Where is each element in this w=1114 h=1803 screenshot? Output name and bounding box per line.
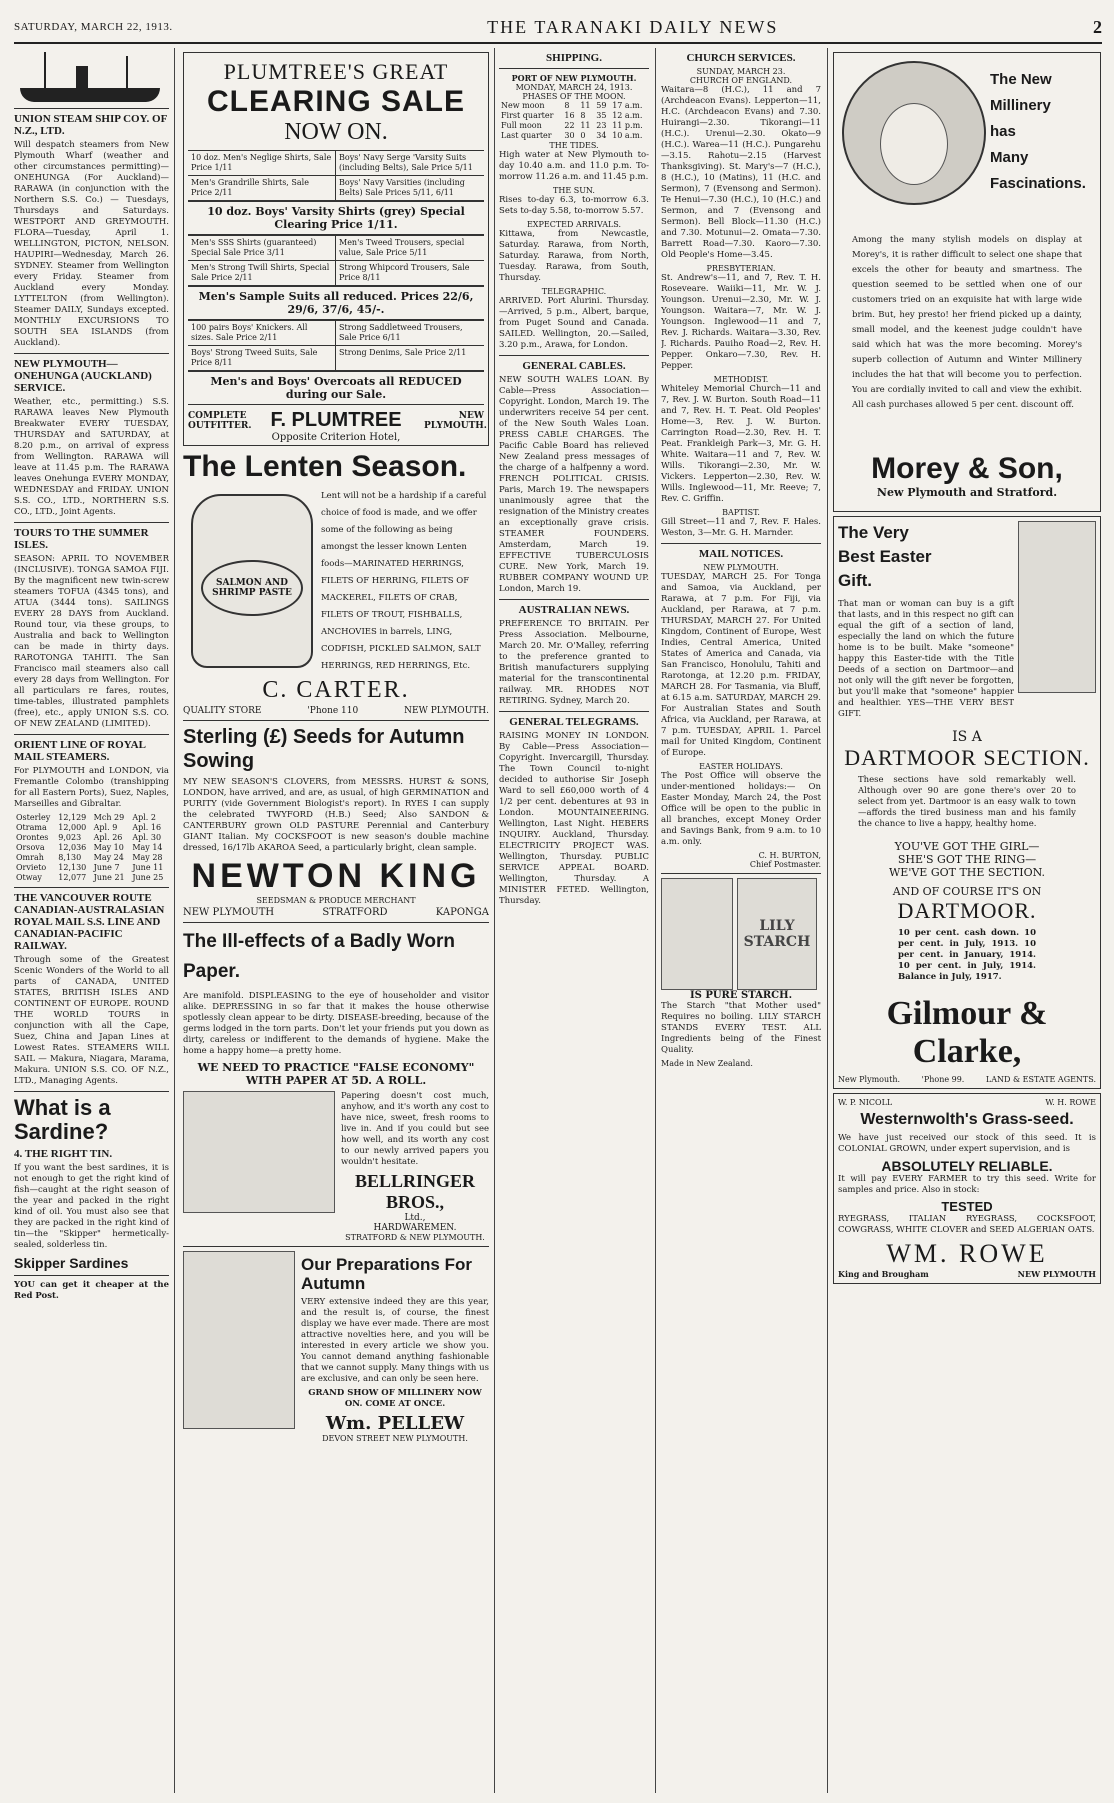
orient-row [14,853,169,863]
newton-town: STRATFORD [322,907,388,918]
millinery-line: has [990,123,1016,140]
payment-terms: 10 per cent. cash down. 10 per cent. in July, 1913. 10 per cent. in January, 1914. 10 per cent. in July, 1914. Balance in July, 1917. [898,928,1036,982]
orient-cell: May 14 [132,843,163,852]
pellew-address: DEVON STREET NEW PLYMOUTH. [322,1434,468,1443]
gilmour-town: New Plymouth. [838,1075,901,1084]
methodist-heading: METHODIST. [713,375,769,384]
grand-show: GRAND SHOW OF MILLINERY NOW ON. COME AT ONCE. [308,1388,482,1409]
arrivals-heading: EXPECTED ARRIVALS. [526,220,622,229]
carter-town: NEW PLYMOUTH. [404,706,489,716]
orient-row [14,863,169,873]
gilmour-clarke: Gilmour & Clarke, [886,995,1048,1070]
soldier-illustration [1018,521,1096,693]
canadian-title: THE VANCOUVER ROUTE CANADIAN-AUSTRALASIAN ROYAL MAIL S.S. LINE AND CANADIAN-PACIFIC RAILWAY. [14,892,165,952]
price-cell: Men's Tweed Trousers, special value, Sale Price 5/11 [336,236,484,261]
dartmoor-section-title: DARTMOOR SECTION. [844,745,1090,770]
lenten-body: Lent will not be a hardship if a careful choice of food is made, and we offer some of the following as being amongst the lesser known Lenten foods—MARINATED HERRINGS, FILETS OF HERRING, FILETS OF MACKEREL, FILETS OF CRAB, FILETS OF TROUT, FISHBALLS, ANCHOVIES in barrels, LING, CODFISH, PICKLED SALMON, SALT HERRINGS, RED HERRINGS, Etc. [321,491,487,671]
easter-body: The Post Office will observe the under-mentioned holidays:— On Easter Monday, March 24, the Post Office will be open to the public in all branches, except Money Order and Savings Bank, from 9 a.m. to 10 a.m. only. [661,771,821,847]
moon-row [499,111,649,121]
preparations-title: Our Preparations For Autumn [301,1255,472,1293]
ill-effects-body: Are manifold. DISPLEASING to the eye of householder and visitor alike. DEPRESSING in so far that it makes the house otherwise spotlessly clean appear to be dirty. DISEASE-breeding, because of the germs lodged in the torn parts. Don't let your friends put you down as dirty, careless or indifferent to the demands of hygiene. Make the home a happy home—a pretty home. [183,991,489,1056]
moon-cell: 8 [564,101,570,110]
moon-cell: 35 [596,111,607,120]
union-body: Will despatch steamers from New Plymouth Wharf (weather and other circumstances permitting)— ONEHUNGA (For Auckland)— RARAWA (in conjunction with the Northern S.S. Co.) — Tuesdays, Thursdays and Saturdays. WESTPORT AND GREYMOUTH. FLORA—Tuesday, April 1. WELLINGTON, PICTON, NELSON. HAUPIRI—Wednesday, March 26. SYDNEY. Steamer from Wellington every Friday. Steamer from Auckland every Monday. LYTTELTON (from Wellington). Steamer DAILY, Sundays excepted. MONTHLY EXCURSIONS TO SOUTH SEA ISLANDS (from Auckland). [14,140,169,348]
orient-cell: Apl. 30 [132,833,162,842]
orient-cell: Orsova [16,843,45,852]
telegrams-heading: GENERAL TELEGRAMS. [509,716,639,728]
grass-body-2: It will pay EVERY FARMER to try this seed. Write for samples and price. Also in stock: [838,1174,1096,1195]
cables-heading: GENERAL CABLES. [522,360,626,372]
special-offer: 10 doz. Boys' Varsity Shirts (grey) Special Clearing Price 1/11. [188,201,484,235]
moon-table [499,101,649,141]
paper-body: Papering doesn't cost much, anyhow, and it's worth any cost to have nice, sweet, fresh rooms to live in. And if you could but see how well, and its worth any cost to our newly arrived papers you wouldn't hesitate. [341,1091,489,1167]
tested: TESTED [941,1199,993,1214]
orient-cell: May 10 [93,843,124,852]
f-plumtree: F. PLUMTREE [270,409,402,431]
moon-cell: 17 a.m. [612,101,643,110]
methodist-body: Whiteley Memorial Church—11 and 7, Rev. J. W. Burton. South Road—11 and 7, Rev. H. T. Peat. Old Peoples' Home—3, Rev. J. W. Burton. Carrington Road—2.30, Rev. H. T. Peat. Frankleigh Park—3, Mr. G. H. White. Waitara—11 and 7, Rev. W. Wills. Tikorangi—2.30, Mr. W. Vickers. Lepperton—2.30, Rev. W. Wills. Inglewood—11, Mr. Reeve; 7, Rev. C. Griffin. [661,384,821,504]
tides-heading: THE TIDES. [549,141,599,150]
moon-cell: First quarter [501,111,554,120]
easter-gift-line: The Very [838,523,909,542]
hardwaremen: HARDWAREMEN. [373,1223,457,1233]
sample-suits: Men's Sample Suits all reduced. Prices 22/6, 29/6, 37/6, 45/-. [188,286,484,320]
price-grid-3 [188,320,484,371]
moon-cell: Last quarter [501,131,552,140]
rowe-ad [833,1093,1101,1284]
ill-effects-title: The Ill-effects of a Badly Worn Paper. [183,931,456,982]
canadian-body: Through some of the Greatest Scenic Wonders of the World to all parts of CANADA, UNITED STATES, BRITISH ISLES AND CONTINENT OF EUROPE. ROUND THE WORLD TOURS in conjunction with all the Cape, Suez, China and Japan Lines at Lowest Rates. STEAMERS WILL SAIL — Makura, Niagara, Marama, Makura. UNION S.S. CO. OF N.Z., LTD., Managing Agents. [14,955,169,1086]
moon-cell: 22 [564,121,575,130]
sterling-body: MY NEW SEASON'S CLOVERS, from MESSRS. HURST & SONS, LONDON, have arrived, and are, as usual, of high GERMINATION and PURITY (vide Government Biologist's report). In RYES I can supply the celebrated TWYFORD (H.B.) Seed; Also SANDON & CANTERBURY grown OLD PASTURE Perennial and Canterbury GIANT Italian. My COCKSFOOT is new season's double machine dressed, 16/17lb AKAROA Seed, a particularly bright, clean sample. [183,777,489,853]
gilmour-phone: 'Phone 99. [921,1075,965,1084]
is-a: IS A [952,729,982,745]
price-cell: Men's Grandrille Shirts, Sale Price 2/11 [188,176,336,201]
moon-cell: 11 p.m. [612,121,643,130]
red-post-footer: YOU can get it cheaper at the Red Post. [14,1280,169,1301]
millinery-line: Millinery [990,97,1051,114]
sun-heading: THE SUN. [553,186,595,195]
issue-date: SATURDAY, MARCH 22, 1913. [14,21,173,33]
price-cell: Boys' Strong Tweed Suits, Sale Price 8/11 [188,346,336,371]
orient-body: For PLYMOUTH and LONDON, via Fremantle Colombo (transhipping for all Eastern Ports), Suez, Naples, Marseilles and Gibraltar. [14,766,169,809]
millinery-lady-illustration [183,1251,295,1429]
column-news-1 [499,48,649,1793]
monday-date: MONDAY, MARCH 24, 1913. [515,83,633,92]
cables-body: NEW SOUTH WALES LOAN. By Cable—Press Association—Copyright. London, March 19. The underwriters receive 54 per cent. of the New South Wales Loan. PRESS CABLE CHARGES. The Pacific Cable Board has relieved New Zealand press messages of the charge of a halfpenny a word. FRENCH POLITICAL CRISIS. Paris, March 19. The newspapers unanimously agree that the resignation of the Ministry creates an exceptionally grave crisis. STEAMER FOUNDERS. Amsterdam, March 19. EFFECTIVE TUBERCULOSIS CURE. New York, March 19. RUBBER COMPANY WOUND UP. London, March 19. [499,375,649,594]
telegrams-body: RAISING MONEY IN LONDON. By Cable—Press Association—Copyright. Invercargill, Thursday. The Town Council to-night decided to authorise Sir Joseph Ward to sell £60,000 worth of 4 1/2 per cent. debentures at 93 in London. MOUNTAINEERING. Wellington, Last Night. HEBERS INQUIRY. Auckland, Thursday. ELECTRICITY PROJECT WAS. Wellington, Thursday. PUBLIC SERVICE APPEAL BOARD. Wellington, Thursday. A MINISTER FETED. Wellington, Thursday. [499,731,649,906]
mail-town: NEW PLYMOUTH. [703,563,779,572]
ring-line: SHE'S GOT THE RING— [897,853,1037,866]
orient-cell: Apl. 16 [132,823,162,832]
orient-cell: 12,036 [58,843,87,852]
clearing-sale-title: CLEARING SALE [206,85,465,118]
pure-starch: IS PURE STARCH. [689,990,793,1001]
grass-body: We have just received our stock of this seed. It is COLONIAL GROWN, under expert supervision, and is [838,1133,1096,1154]
orient-cell: June 11 [132,863,164,872]
wallpaper-hanging-illustration [183,1091,335,1213]
sterling-title: Sterling (£) Seeds for Autumn Sowing [183,726,465,772]
page-number: 2 [1092,16,1102,37]
sardine-subtitle: 4. THE RIGHT TIN. [14,1148,113,1160]
price-cell: Boys' Navy Serge 'Varsity Suits (including Belts), Sale Price 5/11 [336,151,484,176]
tours-body: SEASON: APRIL TO NOVEMBER (INCLUSIVE). TONGA SAMOA FIJI. By the magnificent new twin-screw steamers TOFUA (4345 tons), and ATUA (3444 tons). SAILINGS EVERY 28 DAYS from Auckland. Round tour, via these groups, to Australia and back to Wellington can be made in thirty days. RAROTONGA TAHITI. The San Francisco mail steamers also call every 28 days from Wellington. For all particulars re fares, routes, time-tables, illustrated pamphlets (free), etc., apply UNION S.S. CO. OF NEW ZEALAND (LIMITED). [14,554,169,729]
lily-body: The Starch "that Mother used" Requires no boiling. LILY STARCH STANDS EVERY TEST. ALL Ingredients being of the Finest Quality. [661,1001,821,1055]
moon-cell: 11 [580,121,591,130]
column-news-2 [661,48,821,1793]
orient-cell: Otway [16,873,42,882]
moon-cell: 34 [596,131,607,140]
phases-heading: PHASES OF THE MOON. [522,92,626,101]
seedsman: SEEDSMAN & PRODUCE MERCHANT [256,896,416,905]
port-heading: PORT OF NEW PLYMOUTH. [511,73,637,83]
presbyterian-heading: PRESBYTERIAN. [706,264,776,273]
orient-cell: 12,130 [58,863,87,872]
onehunga-title: NEW PLYMOUTH—ONEHUNGA (AUCKLAND) SERVICE. [14,358,152,394]
union-title: UNION STEAM SHIP COY. OF N.Z., LTD. [14,113,167,137]
morey-ad [833,52,1101,512]
baptist-heading: BAPTIST. [722,508,760,517]
england-heading: CHURCH OF ENGLAND. [689,76,793,85]
orient-title: ORIENT LINE OF ROYAL MAIL STEAMERS. [14,739,146,763]
orient-cell: Omrah [16,853,44,862]
orient-cell: June 25 [132,873,164,882]
rowe-town: NEW PLYMOUTH [1017,1269,1096,1279]
rowe-address: King and Brougham [838,1269,929,1279]
price-cell: Strong Denims, Sale Price 2/11 [336,346,484,371]
newton-king: NEWTON KING [191,857,481,895]
newspaper-title: THE TARANAKI DAILY NEWS [487,16,779,37]
australian-heading: AUSTRALIAN NEWS. [518,604,630,616]
moon-row [499,101,649,111]
orient-cell: May 28 [132,853,163,862]
orient-cell: Apl. 2 [132,813,156,822]
moon-row [499,121,649,131]
orient-cell: 8,130 [58,853,82,862]
telegraphic-body: ARRIVED. Port Alurini. Thursday.—Arrived, 5 p.m., Albert, barque, from Puget Sound and Canada. SAILED. Wellington, 20.—Sailed, 3.20 p.m., Arawa, for London. [499,296,649,350]
price-cell: 100 pairs Boys' Knickers. All sizes. Sale Price 2/11 [188,321,336,346]
orient-cell: Otrama [16,823,47,832]
easter-heading: EASTER HOLIDAYS. [699,762,783,771]
orient-cell: Orvieto [16,863,47,872]
easter-gift-line: Best Easter [838,547,932,566]
moon-cell: New moon [501,101,545,110]
newton-town: NEW PLYMOUTH [183,907,275,918]
millinery-line: Many [990,149,1029,166]
baptist-body: Gill Street—11 and 7, Rev. F. Hales. Weston, 3—Mr. G. H. Marnder. [661,517,821,538]
starch-lady-illustration [661,878,733,990]
arrivals-body: Kittawa, from Newcastle, Saturday. Rarawa, from North, Saturday. Rarawa, from North, Tuesday. Rarawa, from South, Thursday. [499,229,649,283]
gilmour-agents: LAND & ESTATE AGENTS. [985,1075,1096,1084]
sun-body: Rises to-day 6.3, to-morrow 6.3. Sets to-day 5.58, to-morrow 5.57. [499,195,649,216]
column-right-ads [833,48,1101,1793]
column-rule [494,48,495,1793]
telegraphic-heading: TELEGRAPHIC. [541,287,607,296]
millinery-line: Fascinations. [990,175,1086,192]
pellew-name: Wm. PELLEW [325,1413,465,1434]
plumtree-title: PLUMTREE'S GREAT [223,59,449,84]
sardine-body: If you want the best sardines, it is not enough to get the right kind of fish—caught at the right season of the year and packed in the right kind of oil. You must also see that they are packed in the right kind of tin—the "Skipper" hermetically-sealed, solderless tin. [14,1163,169,1250]
steamship-illustration [14,48,169,109]
moon-cell: 59 [596,101,607,110]
moon-cell: 30 [564,131,575,140]
opposite-criterion: Opposite Criterion Hotel, [271,432,401,443]
moon-cell: 23 [596,121,607,130]
plumtree-town: NEW PLYMOUTH. [424,410,487,431]
price-grid-2 [188,235,484,286]
course-line: AND OF COURSE IT'S ON [892,885,1042,898]
price-cell: Men's Strong Twill Shirts, Special Sale Price 2/11 [188,261,336,286]
orient-cell: Mch 29 [93,813,125,822]
australian-body: PREFERENCE TO BRITAIN. Per Press Association. Melbourne, March 20. Mr. O'Malley, referring to the preference granted to British manufacturers supplying material for the transcontinental railway. MR. RHODES NOT RETIRING. Sydney, March 20. [499,619,649,706]
postmaster-name: C. H. BURTON, [758,851,821,860]
false-economy: WE NEED TO PRACTICE "FALSE ECONOMY" WITH PAPER AT 5D. A ROLL. [197,1061,475,1087]
complete-outfitter: COMPLETE OUTFITTER. [188,410,252,431]
moon-cell: 11 [580,101,591,110]
lenten-title: The Lenten Season. [183,450,467,483]
mail-body: TUESDAY, MARCH 25. For Tonga and Samoa, via Auckland, per Rarawa, at 7 p.m. For Fiji, via Auckland, per Rarawa, at 7 p.m. THURSDAY, MARCH 27. For United Kingdom, Continent of Europe, West Indies, Central America, United States of America and Canada, via San Francisco, Honolulu, Tahiti and Rarotonga, at 12.20 p.m. FRIDAY, MARCH 28. For Tasmania, via Bluff, at 6.15 a.m. SATURDAY, MARCH 29. For Australian States and South Africa, via Auckland, per Rarawa, at 7 p.m. TUESDAY, APRIL 1. Parcel mail for United Kingdom, Continent of Europe. [661,572,821,758]
morey-body: Among the many stylish models on display at Morey's, it is rather difficult to select one shape that excels the other for beauty and smartness. The question seemed to be settled when one of our customers tried on an exquisite hat with large wide brim. But, hey presto! her friend picked up a dainty, small model, and the keenest judge couldn't have said which hat was the more becoming. Morey's superb collection of Autumn and Winter Millinery includes the hat that will become you to perfection. You are cordially invited to call and view the exhibit. All cash purchases allowed 5 per cent. discount off. [852,235,1082,410]
morey-name: Morey & Son, [871,452,1063,485]
tours-title: TOURS TO THE SUMMER ISLES. [14,527,149,551]
bellringer: BELLRINGER BROS., [354,1171,476,1212]
now-on: NOW ON. [284,119,388,145]
masthead [14,12,1102,44]
carter-phone: 'Phone 110 [307,706,359,716]
lady-in-hat-portrait [842,61,986,205]
quality-store: QUALITY STORE [183,706,262,716]
seed-list: RYEGRASS, ITALIAN RYEGRASS, COCKSFOOT, COWGRASS, WHITE CLOVER and SEED ALGERIAN OATS. [838,1214,1096,1235]
moon-row [499,131,649,141]
easter-gift-line: Gift. [838,571,872,590]
morey-towns: New Plymouth and Stratford. [876,486,1058,499]
orient-sailings-table [14,813,169,883]
moon-cell: 0 [580,131,586,140]
moon-cell: 8 [580,111,586,120]
onehunga-body: Weather, etc., permitting.) S.S. RARAWA leaves New Plymouth Breakwater EVERY TUESDAY, THURSDAY and SATURDAY, at 8.20 p.m., on arrival of express from Wellington. RARAWA will leave at 11.45 p.m. The RARAWA leaves Onehunga EVERY MONDAY, WEDNESDAY and FRIDAY. UNION S.S. CO., LTD., NORTHERN S.S. CO., LTD., Joint Agents. [14,397,169,517]
sunday-date: SUNDAY, MARCH 23. [696,67,786,76]
orient-row [14,833,169,843]
price-cell: Boys' Navy Varsities (including Belts) Sale Prices 5/11, 6/11 [336,176,484,201]
column-rule [655,48,656,1793]
wm-rowe: WM. ROWE [886,1239,1048,1268]
column-rule [827,48,828,1793]
jar-label: SALMON AND SHRIMP PASTE [201,560,303,616]
orient-cell: 9,023 [58,833,82,842]
column-shipping-ads [14,48,169,1793]
orient-cell: Osterley [16,813,51,822]
orient-row [14,813,169,823]
presbyterian-body: St. Andrew's—11, and 7, Rev. T. H. Roseveare. Waiiki—11, Mr. W. J. Youngson. Urenui—2.30, Mr. W. J. Youngson. Waitara—7, Mr. W. J. Youngson. Inglewood—11 and 7, Rev. J. Richards. Waitara—3.30, Rev. J. Richards. Pauiho Road—2, Rev. H. Pepper. Onkaro—7.30, Rev. H. Pepper. [661,273,821,371]
price-cell: Strong Whipcord Trousers, Sale Price 8/11 [336,261,484,286]
tides-body: High water at New Plymouth to-day 10.40 a.m. and 11.0 p.m. To-morrow 11.26 a.m. and 11.45 p.m. [499,150,649,182]
nicoll-name: W. P. NICOLL [838,1098,893,1107]
grass-seed-title: Westernwolth's Grass-seed. [860,1111,1074,1128]
price-cell: Strong Saddletweed Trousers, Sale Price 6/11 [336,321,484,346]
shipping-heading: SHIPPING. [546,52,602,64]
orient-cell: June 21 [93,873,125,882]
newton-town: KAPONGA [435,907,489,918]
gift-body: That man or woman can buy is a gift that lasts, and in this respect no gift can equal the gift of a section of land, especially the land on which the future home is to be built. Make "someone" happy this Easter-tide with the Title Deeds of a section on Dartmoor—and not only will the gift never be forgotten, but you'll make that "someone" happier and healthier. YES—THE VERY BEST GIFT. [838,599,1014,719]
price-grid-1 [188,150,484,201]
lily-starch-box: LILY STARCH [737,878,817,990]
orient-row [14,843,169,853]
rowe-small-name: W. H. ROWE [1045,1098,1096,1107]
england-body: Waitara—8 (H.C.), 11 and 7 (Archdeacon Evans). Lepperton—11, H.C. (Archdeacon Evans) and 7.30. Huirangi—2.30. Tikorangi—11 (H.C.). Urenui—2.30. Okato—9 (H.C.). Warea—11 (H.C.). Pungarehu—3.15. Rahotu—2.15 (Harvest Thanksgiving). St. Mary's—7 (H.C.), 8 (H.C.), 10 (Matins), 11 (H.C. and Sermon), 7 (Evensong and Sermon). Te Henui—7.30 (H.C.), 10 (H.C.) and Sermon, and 7 (Evensong and Sermon). Bell Block—11.30 (H.C.) and 7.30. Motunui—2. Omata—7.30. Barrett Road—7.30. Kaoro—7.30. Old People's Home—3.45. [661,85,821,260]
price-cell: Men's SSS Shirts (guaranteed) Special Sale Price 3/11 [188,236,336,261]
church-heading: CHURCH SERVICES. [686,52,796,64]
plumtree-ad [183,52,489,446]
moon-cell: 10 a.m. [612,131,643,140]
column-rule [174,48,175,1793]
skipper-logo: Skipper Sardines [14,1255,129,1271]
overcoats: Men's and Boys' Overcoats all REDUCED during our Sale. [188,371,484,405]
moon-cell: 12 a.m. [612,111,643,120]
made-in-nz: Made in New Zealand. [661,1059,753,1068]
moon-cell: 16 [564,111,575,120]
dartmoor-ad [833,516,1101,1089]
orient-cell: June 7 [93,863,120,872]
orient-cell: 12,000 [58,823,87,832]
orient-cell: Apl. 9 [93,823,118,832]
orient-cell: May 24 [93,853,124,862]
bellringer-ltd: Ltd., [404,1213,426,1223]
dartmoor-word: DARTMOOR. [897,898,1037,923]
absolutely-reliable: ABSOLUTELY RELIABLE. [881,1158,1053,1174]
dartmoor-body: These sections have sold remarkably well. Although over 90 are gone there's over 20 to select from yet. Dartmoor is an easy walk to town—affords the tired business man and his family the chance to live a happy, healthy home. [858,775,1076,829]
mail-heading: MAIL NOTICES. [698,548,784,560]
sardine-title: What is a Sardine? [14,1095,111,1144]
price-cell: 10 doz. Men's Neglige Shirts, Sale Price 1/11 [188,151,336,176]
orient-row [14,873,169,883]
postmaster-title: Chief Postmaster. [749,860,821,869]
moon-cell: Full moon [501,121,542,130]
preparations-body: VERY extensive indeed they are this year, and the result is, of course, the finest display we have ever made. There are most attractive novelties here, and you will be interested in every article we show you. You cannot demand anything fashionable that we cannot supply. Many things with us are exclusive, and can only be seen here. [301,1297,489,1384]
orient-cell: Orontes [16,833,49,842]
column-display-ads [183,48,489,1793]
paste-jar-illustration [191,494,313,668]
orient-cell: Apl. 26 [93,833,123,842]
orient-cell: 12,129 [58,813,87,822]
bellringer-towns: STRATFORD & NEW PLYMOUTH. [345,1233,485,1242]
orient-cell: 12,077 [58,873,87,882]
carter-name: C. CARTER. [262,677,410,703]
orient-row [14,823,169,833]
girl-line: YOU'VE GOT THE GIRL— [894,840,1040,853]
millinery-line: The New [990,71,1052,88]
section-line: WE'VE GOT THE SECTION. [888,866,1046,879]
